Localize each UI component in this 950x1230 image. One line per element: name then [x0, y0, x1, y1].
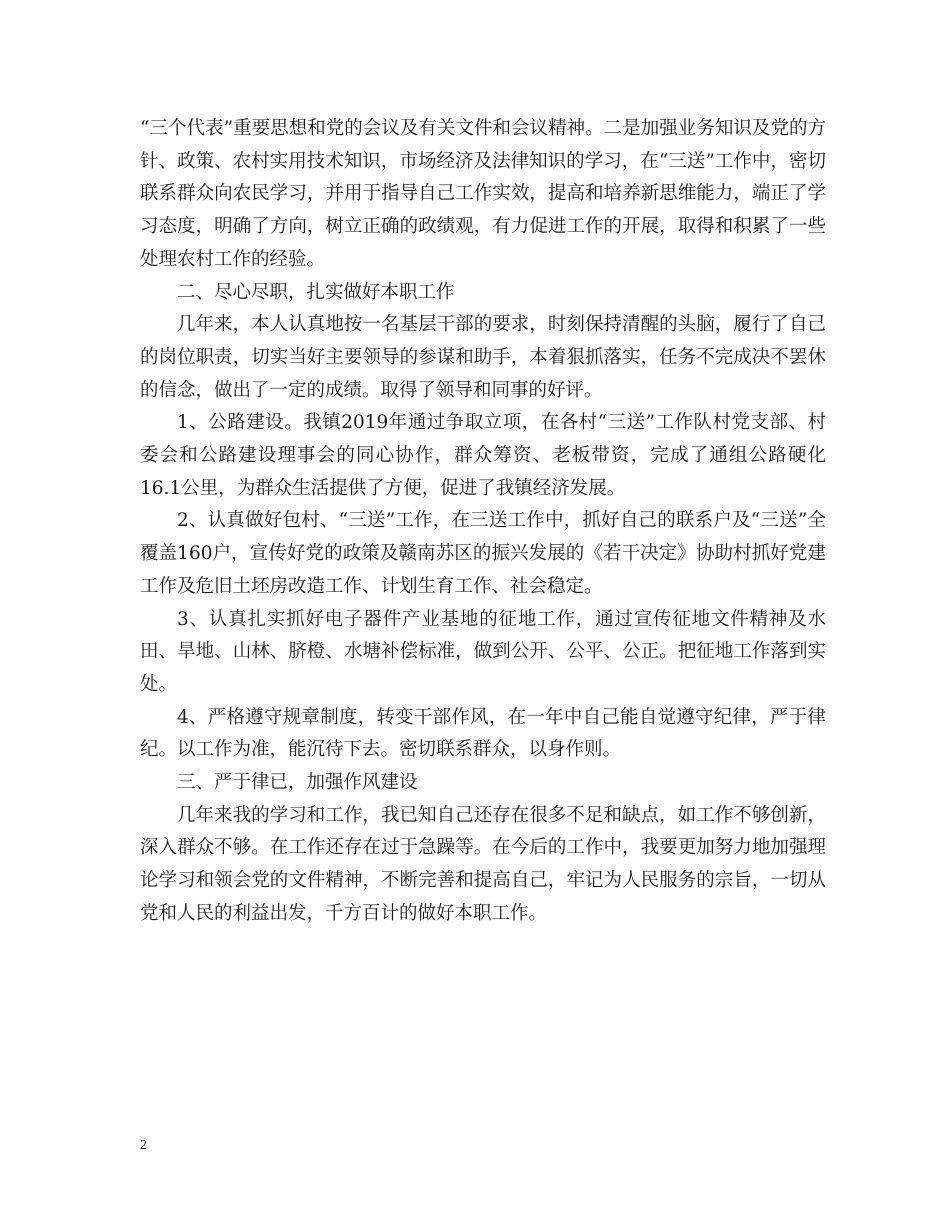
paragraph-continuation: “三个代表”重要思想和党的会议及有关文件和会议精神。二是加强业务知识及党的方针、政策、农村实用技术知识，市场经济及法律知识的学习，在“三送”工作中，密切联系群众向农民学习，并用于指导自己工作实效，提高和培养新思维能力，端正了学习态度，明确了方向，树立正确的政绩观，有力促进工作的开展，取得和积累了一些处理农村工作的经验。 — [140, 118, 826, 270]
paragraph-item-2: 2、认真做好包村、“三送”工作，在三送工作中，抓好自己的联系户及“三送”全覆盖160户，宣传好党的政策及赣南苏区的振兴发展的《若干决定》协助村抓好党建工作及危旧土坯房改造工作、计划生育工作、社会稳定。 — [140, 510, 826, 597]
paragraph-closing: 几年来我的学习和工作，我已知自己还存在很多不足和缺点，如工作不够创新，深入群众不够。在工作还存在过于急躁等。在今后的工作中，我要更加努力地加强理论学习和领会党的文件精神，不断完善和提高自己，牢记为人民服务的宗旨，一切从党和人民的利益出发，千方百计的做好本职工作。 — [140, 804, 826, 924]
document-body — [140, 113, 826, 931]
paragraph-item-4: 4、严格遵守规章制度，转变干部作风，在一年中自己能自觉遵守纪律，严于律纪。以工作为准，能沉待下去。密切联系群众，以身作则。 — [140, 706, 826, 761]
section-heading-2: 二、尽心尽职，扎实做好本职工作 — [177, 281, 455, 303]
paragraph: 几年来，本人认真地按一名基层干部的要求，时刻保持清醒的头脑，履行了自己的岗位职责，切实当好主要领导的参谋和助手，本着狠抓落实，任务不完成决不罢休的信念，做出了一定的成绩。取得了领导和同事的好评。 — [140, 314, 826, 401]
section-heading-3: 三、严于律已，加强作风建设 — [177, 772, 418, 794]
page-number: 2 — [140, 1138, 147, 1153]
paragraph-item-3: 3、认真扎实抓好电子器件产业基地的征地工作，通过宣传征地文件精神及水田、旱地、山林、脐橙、水塘补偿标准，做到公开、公平、公正。把征地工作落到实处。 — [140, 608, 826, 695]
paragraph-item-1: 1、公路建设。我镇2019年通过争取立项，在各村“三送”工作队村党支部、村委会和公路建设理事会的同心协作，群众筹资、老板带资，完成了通组公路硬化16.1公里，为群众生活提供了方便，促进了我镇经济发展。 — [140, 412, 826, 499]
